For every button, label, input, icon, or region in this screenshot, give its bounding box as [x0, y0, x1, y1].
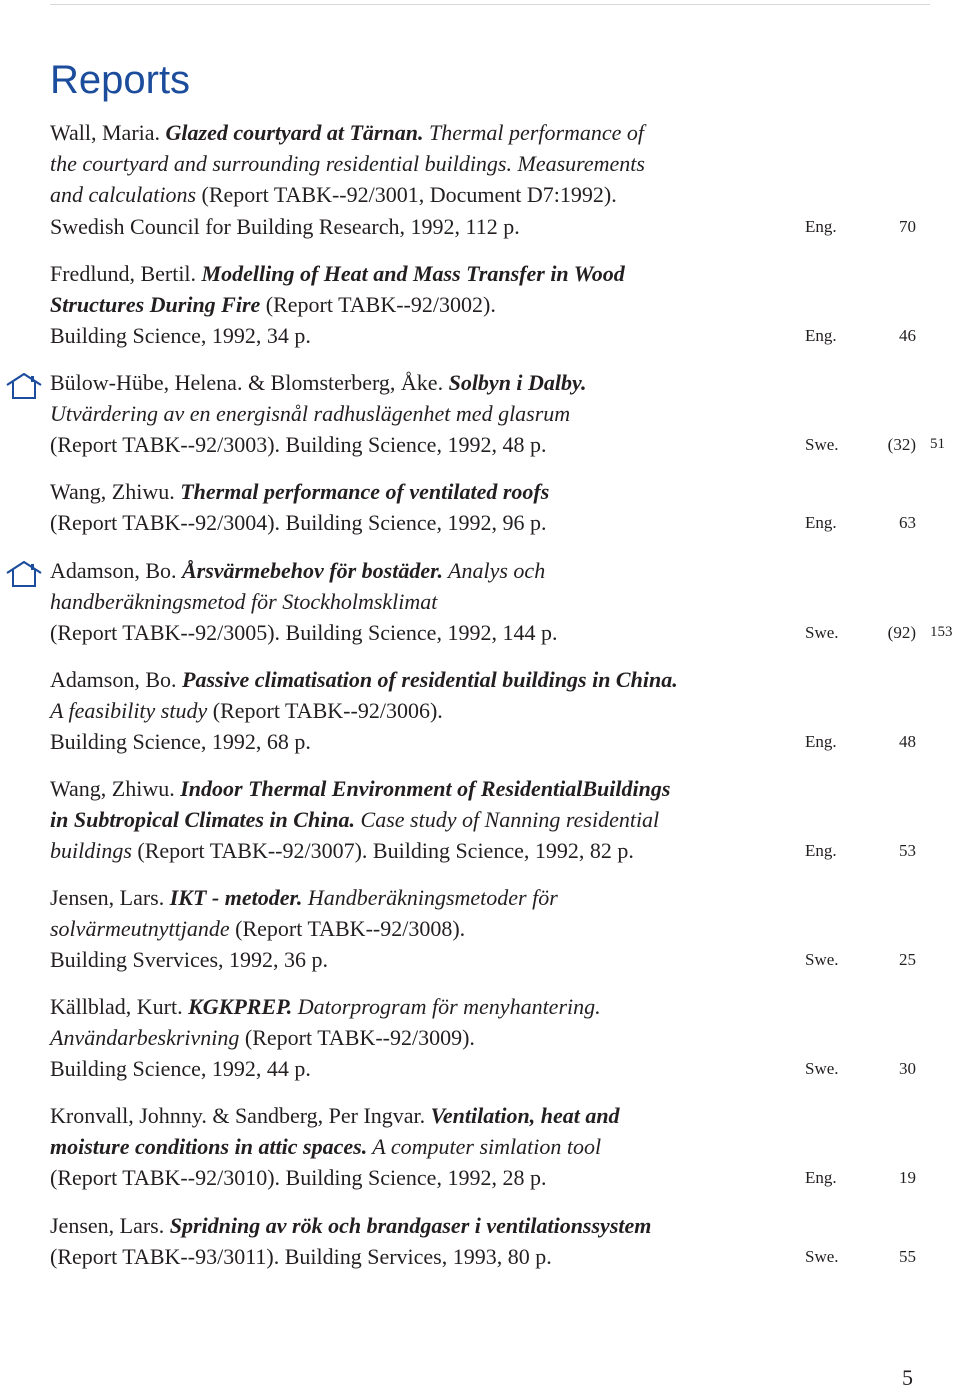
report-title-text: in Subtropical Climates in China.	[50, 807, 356, 833]
entry-text: handberäkningsmetod för Stockholmsklimat	[50, 589, 438, 615]
entry-text: (Report TABK--93/3011). Building Services, 1993, 80 p.	[50, 1244, 552, 1270]
entry-line	[50, 726, 960, 757]
report-title-text: Glazed courtyard at Tärnan.	[165, 120, 424, 145]
entry-text: Datorprogram för menyhantering.	[292, 994, 601, 1019]
entry-text: Wang, Zhiwu.	[50, 776, 181, 801]
entry-line	[50, 617, 960, 648]
entry-text: Adamson, Bo.	[50, 667, 182, 692]
entry-text: Handberäkningsmetoder för	[302, 885, 558, 910]
page-count: (32)	[887, 435, 916, 455]
report-entry	[50, 773, 960, 867]
entry-text: (Report TABK--92/3005). Building Science, 1992, 144 p.	[50, 620, 558, 646]
entry-line	[50, 1100, 960, 1131]
language-label: Swe.	[805, 435, 839, 455]
entry-text: Thermal performance of	[423, 120, 645, 145]
entry-line	[50, 367, 960, 398]
entry-line	[50, 944, 960, 975]
page-count: 48	[899, 732, 916, 752]
entry-line	[50, 398, 960, 429]
page-count: 53	[899, 841, 916, 861]
page-count: 55	[899, 1247, 916, 1267]
entry-text: A computer simlation tool	[367, 1134, 602, 1160]
report-entry	[50, 476, 960, 538]
language-label: Eng.	[805, 732, 837, 752]
entry-line	[50, 148, 960, 179]
entry-text: Adamson, Bo.	[50, 558, 182, 583]
entry-line	[50, 1210, 960, 1241]
entry-text: Användarbeskrivning	[50, 1025, 240, 1051]
report-title-text: Spridning av rök och brandgaser i ventilationssystem	[169, 1213, 652, 1238]
report-title-text: Solbyn i Dalby.	[448, 370, 587, 395]
report-entry	[50, 117, 960, 242]
entry-text: Kronvall, Johnny. & Sandberg, Per Ingvar.	[50, 1103, 431, 1128]
report-entry	[50, 555, 960, 649]
entry-line	[50, 507, 960, 538]
entry-text: Jensen, Lars.	[50, 1213, 170, 1238]
page-count: 19	[899, 1168, 916, 1188]
entry-text: Swedish Council for Building Research, 1992, 112 p.	[50, 213, 520, 239]
extra-count: 51	[930, 436, 945, 453]
page-number: 5	[902, 1365, 913, 1390]
report-entry	[50, 882, 960, 976]
entry-line	[50, 320, 960, 351]
entry-text: buildings	[50, 838, 132, 864]
entry-line	[50, 476, 960, 507]
entry-line	[50, 289, 960, 320]
language-label: Eng.	[805, 216, 837, 236]
entry-line	[50, 991, 960, 1022]
entry-text: (Report TABK--92/3010). Building Science, 1992, 28 p.	[50, 1165, 547, 1191]
entry-line	[50, 664, 960, 695]
entry-line	[50, 179, 960, 210]
page-count: 30	[899, 1059, 916, 1079]
entry-text: Jensen, Lars.	[50, 885, 170, 910]
entry-line	[50, 913, 960, 944]
page-count: 70	[899, 216, 916, 236]
extra-count: 153	[930, 624, 953, 641]
entry-line	[50, 1131, 960, 1162]
entry-text: Building Science, 1992, 34 p.	[50, 323, 311, 349]
entry-text: Fredlund, Bertil.	[50, 261, 202, 286]
entry-text: Utvärdering av en energisnål radhuslägenhet med glasrum	[50, 401, 571, 427]
house-icon	[5, 560, 43, 588]
report-entry	[50, 664, 960, 758]
language-label: Swe.	[805, 623, 839, 643]
entry-text: Building Science, 1992, 44 p.	[50, 1056, 311, 1082]
report-entry	[50, 1100, 960, 1194]
entry-text: Building Science, 1992, 68 p.	[50, 729, 311, 755]
report-title-text: Ventilation, heat and	[430, 1103, 620, 1128]
entry-line	[50, 211, 960, 242]
entry-text: (Report TABK--92/3006).	[207, 698, 443, 724]
report-title-text: Indoor Thermal Environment of ResidentialBuildings	[180, 776, 671, 801]
entry-line	[50, 258, 960, 289]
report-title-text: Thermal performance of ventilated roofs	[180, 479, 550, 504]
entry-line	[50, 555, 960, 586]
language-label: Eng.	[805, 513, 837, 533]
entry-text: A feasibility study	[50, 698, 208, 724]
report-entry	[50, 258, 960, 352]
entry-line	[50, 695, 960, 726]
entry-line	[50, 804, 960, 835]
language-label: Swe.	[805, 1247, 839, 1267]
entry-text: Wang, Zhiwu.	[50, 479, 181, 504]
entry-line	[50, 1053, 960, 1084]
language-label: Eng.	[805, 1168, 837, 1188]
entry-text: (Report TABK--92/3003). Building Science, 1992, 48 p.	[50, 432, 547, 458]
report-title-text: Passive climatisation of residential buildings in China.	[182, 667, 678, 692]
entry-text: (Report TABK--92/3007). Building Science, 1992, 82 p.	[131, 838, 634, 864]
entry-text: (Report TABK--92/3004). Building Science, 1992, 96 p.	[50, 510, 547, 536]
page-title: Reports	[50, 58, 191, 102]
entry-text: (Report TABK--92/3002).	[260, 292, 496, 318]
entry-line	[50, 586, 960, 617]
entry-line	[50, 835, 960, 866]
report-entry	[50, 367, 960, 461]
report-title-text: Structures During Fire	[50, 292, 261, 318]
entry-text: Bülow-Hübe, Helena. & Blomsterberg, Åke.	[50, 370, 449, 395]
language-label: Swe.	[805, 950, 839, 970]
report-entry	[50, 991, 960, 1085]
entry-text: (Report TABK--92/3008).	[229, 916, 466, 942]
page-count: 46	[899, 326, 916, 346]
entry-line	[50, 882, 960, 913]
entry-text: Wall, Maria.	[50, 120, 166, 145]
house-icon	[5, 372, 43, 400]
page-count: 25	[899, 950, 916, 970]
entry-text: Building Svervices, 1992, 36 p.	[50, 947, 329, 973]
page-count: (92)	[887, 623, 916, 643]
entry-line	[50, 117, 960, 148]
report-title-text: moisture conditions in attic spaces.	[50, 1134, 368, 1160]
language-label: Eng.	[805, 326, 837, 346]
entry-text: and calculations	[50, 182, 197, 208]
entry-text: Analys och	[442, 558, 546, 583]
entry-line	[50, 773, 960, 804]
language-label: Swe.	[805, 1059, 839, 1079]
language-label: Eng.	[805, 841, 837, 861]
entry-line	[50, 1241, 960, 1272]
page-count: 63	[899, 513, 916, 533]
entry-line	[50, 1022, 960, 1053]
entry-line	[50, 1162, 960, 1193]
report-title-text: IKT - metoder.	[169, 885, 303, 910]
report-title-text: KGKPREP.	[188, 994, 293, 1019]
entry-text: (Report TABK--92/3001, Document D7:1992).	[196, 182, 617, 208]
report-title-text: Modelling of Heat and Mass Transfer in Wood	[201, 261, 625, 286]
report-title-text: Årsvärmebehov för bostäder.	[182, 558, 443, 583]
top-rule	[50, 4, 930, 5]
entry-text: Case study of Nanning residential	[355, 807, 660, 833]
entry-text: Källblad, Kurt.	[50, 994, 189, 1019]
entry-line	[50, 429, 960, 460]
entry-text: (Report TABK--92/3009).	[239, 1025, 475, 1051]
entry-text: the courtyard and surrounding residential buildings. Measurements	[50, 151, 645, 177]
report-entry	[50, 1210, 960, 1272]
entry-text: solvärmeutnyttjande	[50, 916, 230, 942]
